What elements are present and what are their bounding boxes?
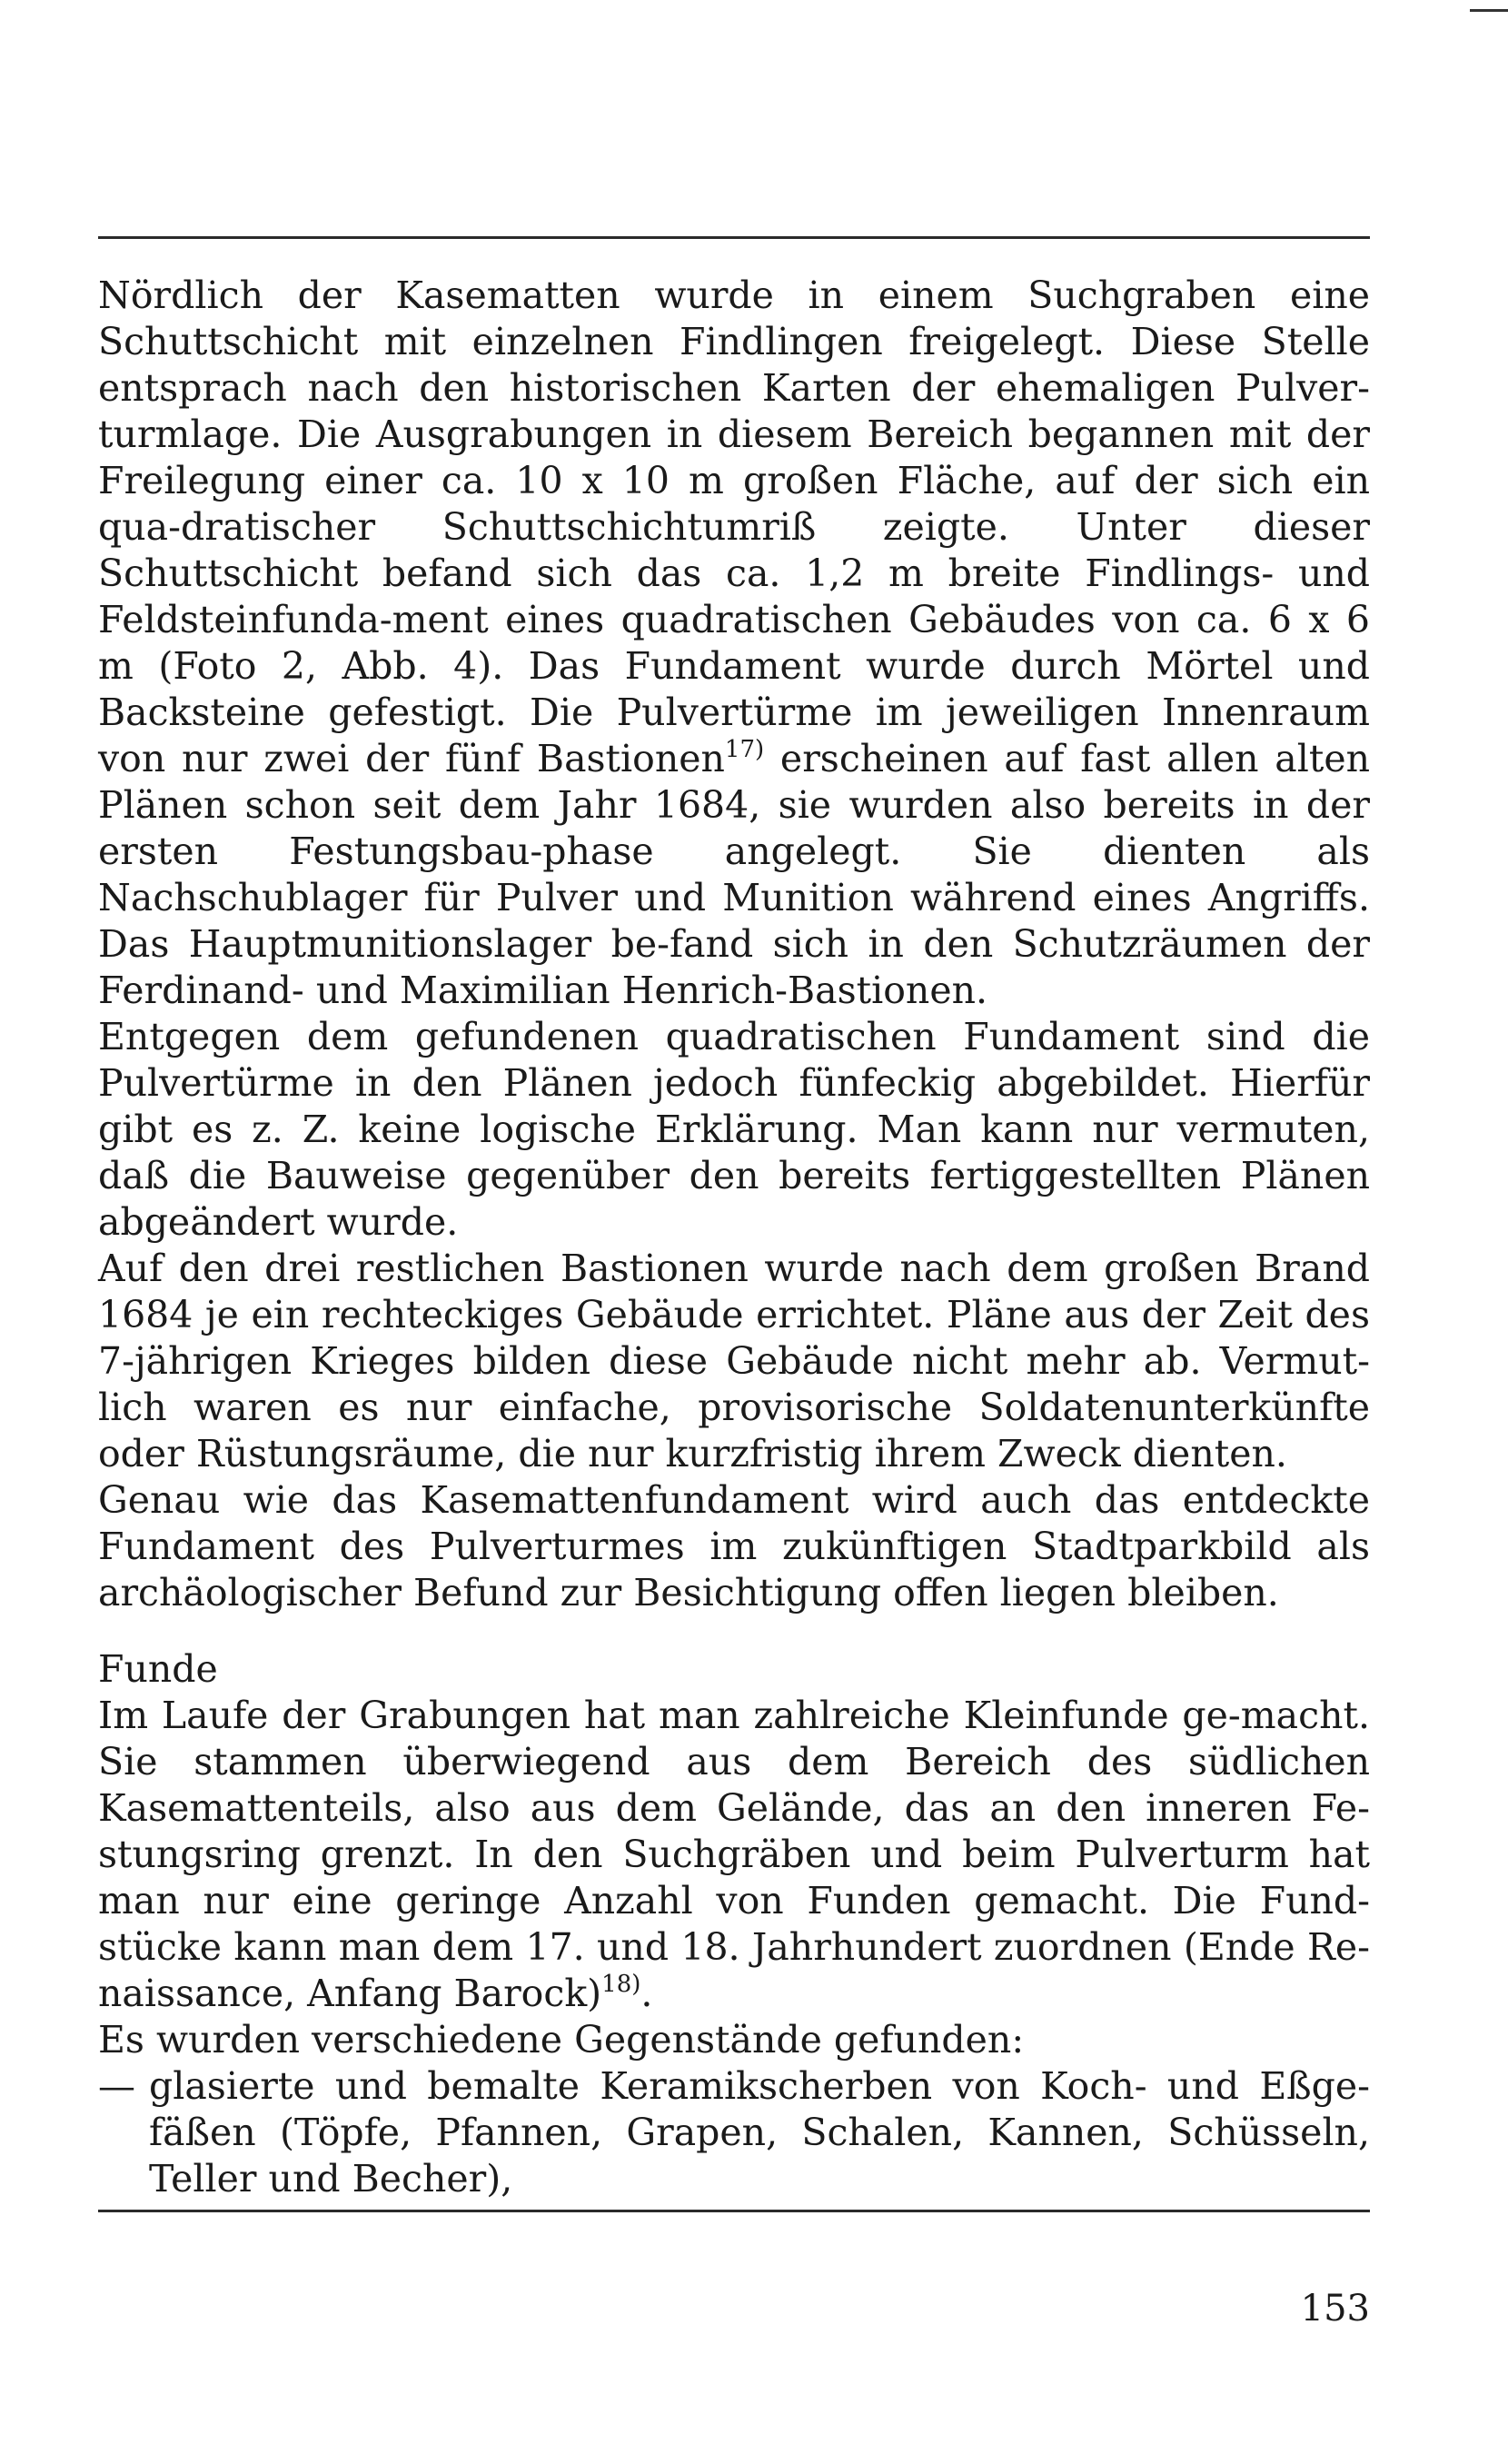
paragraph-text: Im Laufe der Grabungen hat man zahlreiche Kleinfunde ge-macht. Sie stammen überwiegend aus dem Bereich des südlichen Kasemattenteils, also aus dem Gelände, das an den inneren Fe-stungsring grenzt. In den Suchgräben und beim Pulverturm hat man nur eine geringe Anzahl von Funden gemacht. Die Fund-stücke kann man dem 17. und 18. Jahrhundert zuordnen (Ende Re-naissance, Anfang Barock) [98, 1694, 1370, 2015]
top-rule [98, 236, 1370, 239]
paragraph-befund: Genau wie das Kasemattenfundament wird auch das entdeckte Fundament des Pulverturmes im zukünftigen Stadtparkbild als archäologischer Befund zur Besichtigung offen liegen bleiben. [98, 1478, 1370, 1615]
paragraph-text-continued: erscheinen auf fast allen alten Plänen schon seit dem Jahr 1684, sie wurden also bereits in der ersten Festungsbau-phase angelegt. Sie dienten als Nachschublager für Pulver und Munition während eines Angriffs. Das Hauptmunitionslager be-fand sich in den Schutzräumen der Ferdinand- und Maximilian Henrich-Bastionen. [98, 737, 1370, 1012]
list-dash: — [98, 2064, 135, 2108]
finds-list [98, 2063, 1370, 2202]
footnote-ref-18: 18) [601, 1971, 641, 1998]
paragraph-restliche-bastionen: Auf den drei restlichen Bastionen wurde nach dem großen Brand 1684 je ein rechteckiges Gebäude errichtet. Pläne aus der Zeit des 7-jährigen Krieges bilden diese Gebäude nicht mehr ab. Vermut-lich waren es nur einfache, provisorische Soldatenunterkünfte oder Rüstungsräume, die nur kurzfristig ihrem Zweck dienten. [98, 1247, 1370, 1475]
list-item [98, 2063, 1370, 2202]
section-funde [98, 1646, 1370, 2202]
bottom-rule [98, 2210, 1370, 2212]
paragraph-text-continued: . [640, 1972, 653, 2015]
paragraph-fuenfeckig: Entgegen dem gefundenen quadratischen Fundament sind die Pulvertürme in den Plänen jedoch fünfeckig abgebildet. Hierfür gibt es z. Z. keine logische Erklärung. Man kann nur vermuten, daß die Bauweise gegenüber den bereits fertiggestellten Plänen abgeändert wurde. [98, 1015, 1370, 1244]
paragraph-text: Nördlich der Kasematten wurde in einem Suchgraben eine Schuttschicht mit einzelnen Findlingen freigelegt. Diese Stelle entsprach nach den historischen Karten der ehemaligen Pulver-turmlage. Die Ausgrabungen in diesem Bereich begannen mit der Freilegung einer ca. 10 x 10 m großen Fläche, auf der sich ein qua-dratischer Schuttschichtumriß zeigte. Unter dieser Schuttschicht befand sich das ca. 1,2 m breite Findlings- und Feldsteinfunda-ment eines quadratischen Gebäudes von ca. 6 x 6 m (Foto 2, Abb. 4). Das Fundament wurde durch Mörtel und Backsteine gefestigt. Die Pulvertürme im jeweiligen Innenraum von nur zwei der fünf Bastionen [98, 273, 1370, 780]
list-intro: Es wurden verschiedene Gegenstände gefunden: [98, 2018, 1025, 2062]
body-text [98, 273, 1370, 1616]
footnote-ref-17: 17) [724, 736, 765, 763]
paragraph-kleinfunde [98, 1693, 1370, 2017]
page-number: 153 [1300, 2288, 1370, 2330]
paragraph-pulverturm [98, 273, 1370, 1014]
corner-crop-mark [1470, 9, 1508, 12]
section-heading: Funde [98, 1647, 218, 1691]
list-item-text: glasierte und bemalte Keramikscherben von Koch- und Eßge-fäßen (Töpfe, Pfannen, Grapen, Schalen, Kannen, Schüsseln, Teller und Becher), [149, 2064, 1370, 2201]
